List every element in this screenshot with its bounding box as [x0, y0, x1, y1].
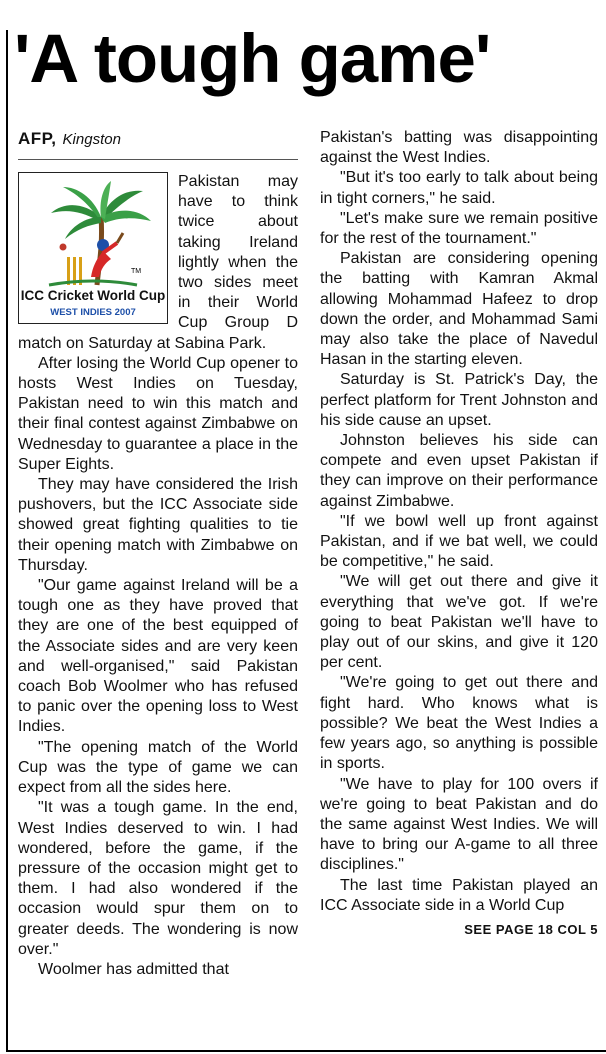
- article-column-right: [320, 128, 598, 937]
- headline: 'A tough game': [14, 20, 491, 97]
- paragraph: Johnston believes his side can compete and even upset Pakistan if they can improve on their performance against Zimbabwe.: [320, 432, 598, 510]
- continuation-jump-line: SEE PAGE 18 COL 5: [464, 921, 598, 937]
- paragraph: Pakistan's batting was disappointing against the West Indies.: [320, 129, 598, 167]
- paragraph: "Let's make sure we remain positive for the rest of the tournament.": [320, 209, 598, 248]
- logo-title: ICC Cricket World Cup: [20, 288, 166, 303]
- paragraph: "We will get out there and give it everything that we've got. If we're going to beat Pakistan we'll have to play out of our skins, and give it 120 per cent.: [320, 573, 598, 672]
- paragraph: "It was a tough game. In the end, West Indies deserved to win. I had wondered, before the game, if the pressure of the occasion might get to them. I had also wondered if the occasion would spur them on to greater deeds. The wondering is now over.": [18, 799, 298, 958]
- paragraph: "The opening match of the World Cup was the type of game we can expect from all the sides here.: [18, 738, 298, 797]
- paragraph: Saturday is St. Patrick's Day, the perfect platform for Trent Johnston and his side cause an upset.: [320, 371, 598, 429]
- paragraph: "We have to play for 100 overs if we're going to beat Pakistan and do the same against West Indies. We will have to bring our A-game to all three disciplines.": [320, 775, 598, 874]
- paragraph: Woolmer has admitted that: [38, 960, 229, 978]
- cricket-palm-figure-icon: [19, 173, 167, 323]
- world-cup-logo: [18, 172, 168, 324]
- paragraph: "We're going to get out there and fight hard. Who knows what is possible? We beat the West Indies a few years ago, so anything is possible in sports.: [320, 674, 598, 773]
- byline-agency: AFP,: [18, 129, 57, 148]
- paragraph: "But it's too early to talk about being in tight corners," he said.: [320, 169, 598, 207]
- byline-place: Kingston: [62, 131, 121, 148]
- byline: [18, 128, 298, 160]
- logo-subtitle: WEST INDIES 2007: [50, 307, 136, 318]
- bottom-border-rule: [6, 1050, 606, 1052]
- paragraph: They may have considered the Irish pushovers, but the ICC Associate side showed great fighting qualities to tie their opening match with Zimbabwe on Thursday.: [18, 476, 298, 574]
- paragraph: After losing the World Cup opener to hosts West Indies on Tuesday, Pakistan need to win this match and their final contest against Zimbabwe on Wednesday to guarantee a place in the Super Eights.: [18, 354, 298, 473]
- paragraph: "If we bowl well up front against Pakistan, and if we bat well, we could be competitive," he said.: [320, 512, 598, 571]
- logo-trademark: TM: [131, 268, 142, 275]
- paragraph: The last time Pakistan played an ICC Associate side in a World Cup: [320, 876, 598, 914]
- article-column-left: [18, 128, 298, 980]
- paragraph: Pakistan are considering opening the batting with Kamran Akmal allowing Mohammad Hafeez to drop down the order, and Mohammad Sami may also take the place of Navedul Hasan in the starting eleven.: [320, 250, 598, 369]
- paragraph: "Our game against Ireland will be a tough one as they have proved that they are one of the best equipped of the Associate sides and are very keen and well-organised," said Pakistan coach Bob Woolmer who has refused to panic over the opening loss to West Indies.: [18, 577, 298, 736]
- left-border-rule: [6, 30, 8, 1050]
- paragraph: Pakistan may have to think twice about taking Ireland lightly when the two sides meet in their World Cup Group D match on Saturday at Sabina Park.: [18, 173, 298, 352]
